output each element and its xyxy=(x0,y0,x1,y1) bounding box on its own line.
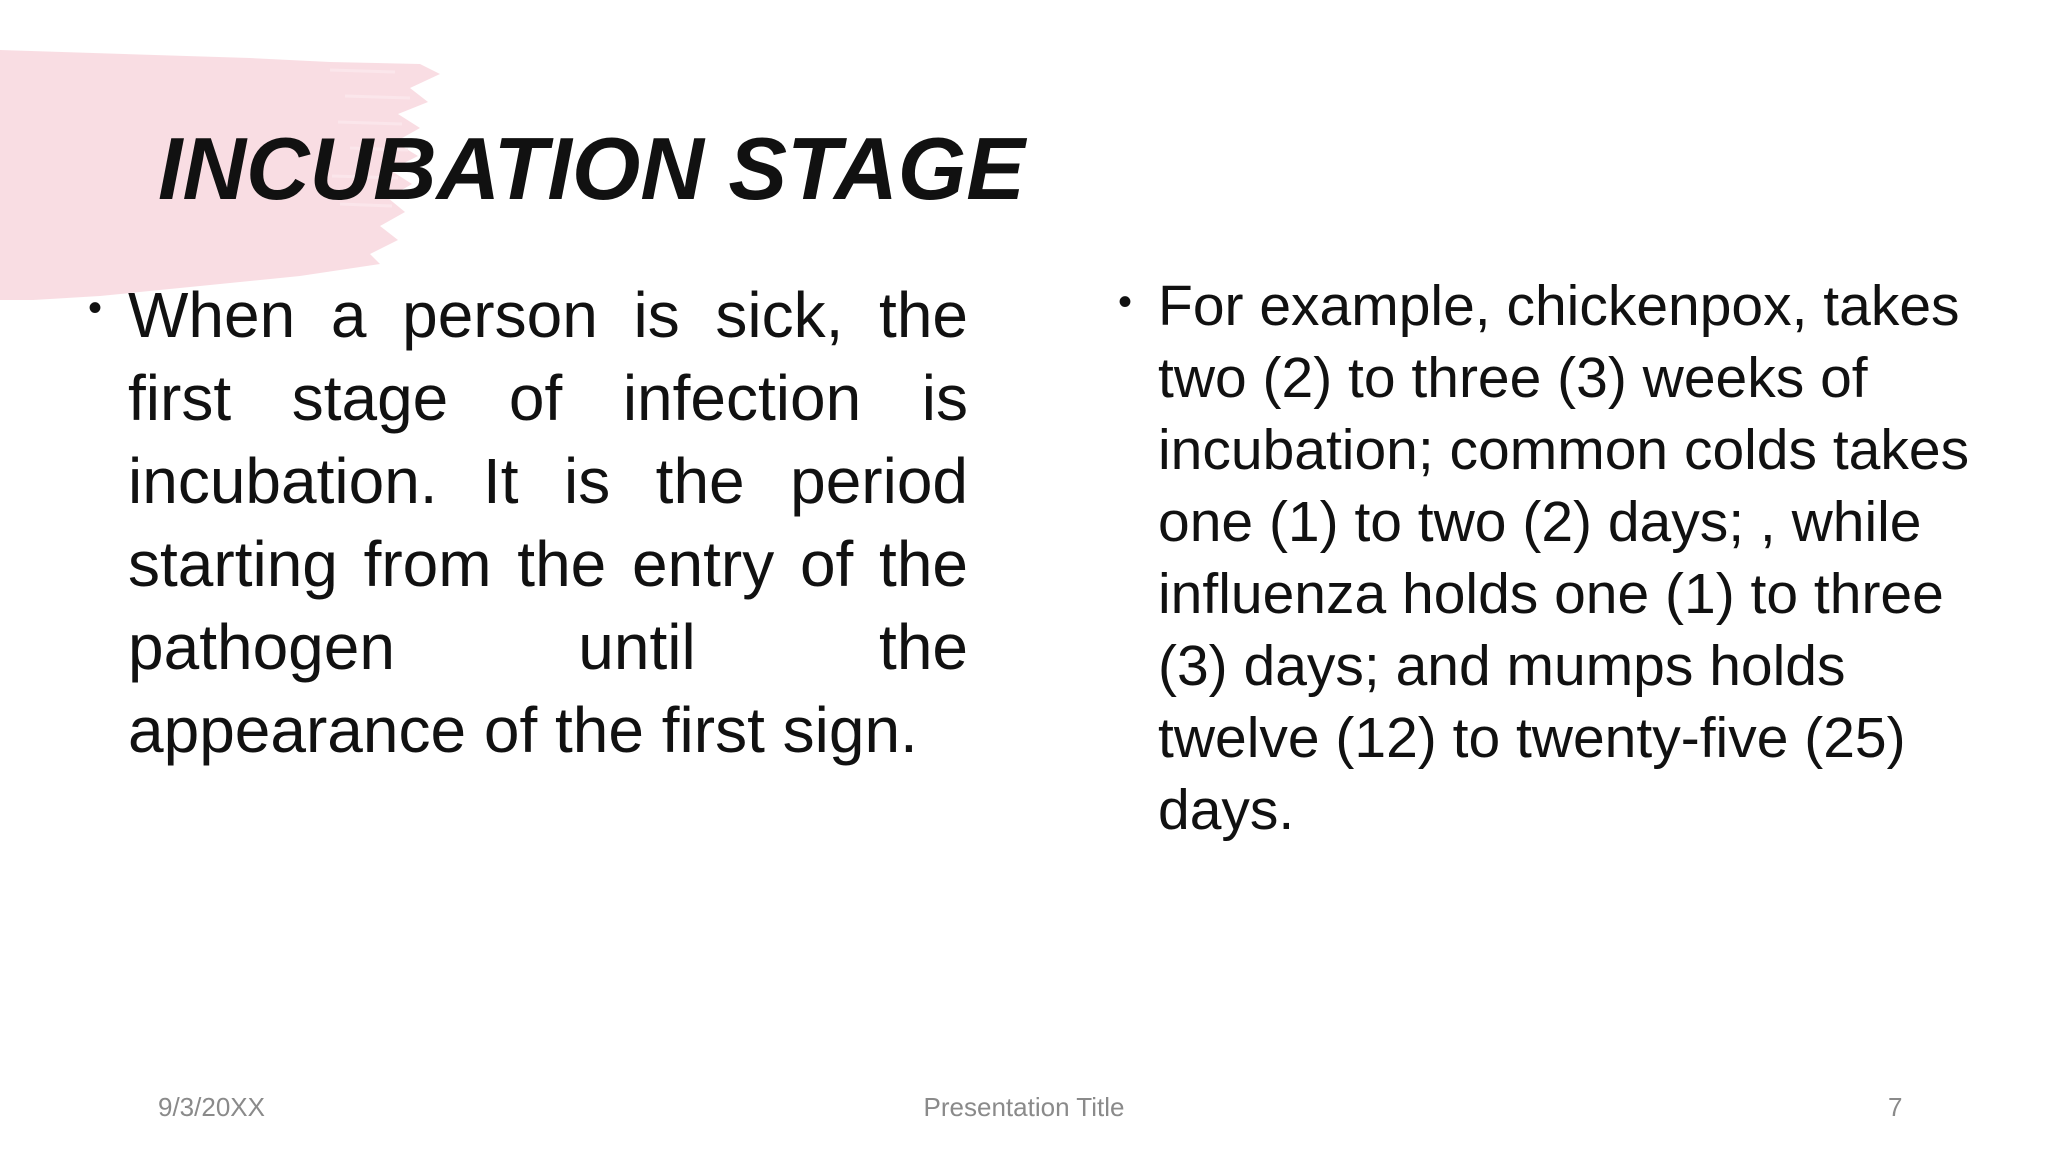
bullet-text: When a person is sick, the first stage of infection is incubation. It is the period starting from the entry of the pathogen until the appearance of the first sign. xyxy=(128,279,968,766)
footer-date: 9/3/20XX xyxy=(158,1092,265,1122)
footer-page-number: 7 xyxy=(1888,1092,1903,1122)
slide-title: INCUBATION STAGE xyxy=(158,119,1025,218)
right-bullet-list xyxy=(1118,270,1978,846)
bullet-marker: • xyxy=(1118,280,1133,324)
bullet-text: For example, chickenpox, takes two (2) to three (3) weeks of incubation; common colds takes one (1) to two (2) days; , while influenza holds one (1) to three (3) days; and mumps holds twelve (12) to twenty-five (25) days. xyxy=(1158,274,1970,842)
list-item xyxy=(88,274,968,772)
list-item xyxy=(1118,270,1978,846)
bullet-marker: • xyxy=(88,286,103,330)
left-bullet-list xyxy=(88,274,968,772)
footer-presentation-title: Presentation Title xyxy=(923,1092,1125,1122)
